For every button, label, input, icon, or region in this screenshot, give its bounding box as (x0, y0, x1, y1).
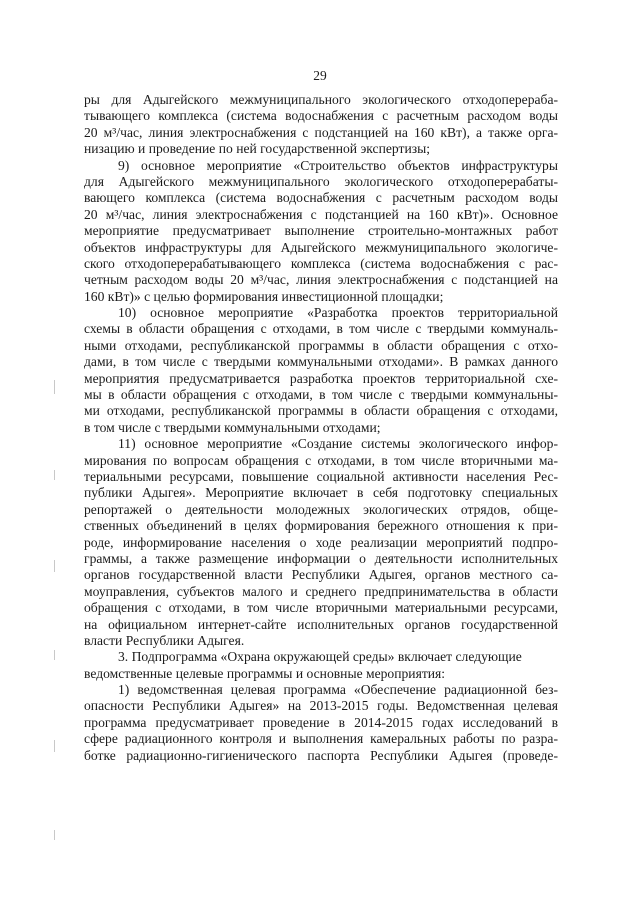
margin-mark (54, 830, 55, 840)
text-line: ственных объединений в целях формирования бережного отношения к при- (84, 518, 558, 534)
text-line: 10) основное мероприятие «Разработка проектов территориальной (118, 305, 558, 321)
text-line: опасности Республики Адыгея» на 2013-2015 годы. Ведомственная целевая (84, 698, 558, 714)
text-line: мероприятия предусматривается разработка проектов территориальной схе- (84, 370, 558, 386)
text-line: граммы, а также размещение информации о деятельности исполнительных (84, 550, 558, 566)
text-line: низацию и проведение по ней государственной экспертизы; (84, 141, 431, 157)
text-line: мероприятие предусматривает выполнение строительно-монтажных работ (84, 223, 558, 239)
text-line: объектов инфраструктуры для Адыгейского межмуниципального экологиче- (84, 239, 558, 255)
text-line: 20 м³/час, линия электроснабжения с подстанцией на 160 кВт), а также орга- (84, 124, 558, 140)
page-number: 29 (313, 68, 327, 83)
text-line: ми отходами, республиканской программы в области обращения с отходами, (84, 403, 558, 419)
text-line: власти Республики Адыгея. (84, 632, 245, 648)
text-line: вающего комплекса (система водоснабжения с расчетным расходом воды (84, 190, 558, 206)
text-line: ботке радиационно-гигиенического паспорта Республики Адыгея (проведе- (84, 747, 558, 763)
text-line: в том числе с твердыми коммунальными отходами; (84, 419, 381, 435)
text-line: 1) ведомственная целевая программа «Обеспечение радиационной без- (118, 682, 558, 698)
text-line: 160 кВт)» с целью формирования инвестиционной площадки; (84, 288, 444, 304)
text-line: 3. Подпрограмма «Охрана окружающей среды» включает следующие (118, 649, 522, 665)
text-line: органов государственной власти Республики Адыгея, органов местного са- (84, 567, 558, 583)
text-line: на официальном интернет-сайте исполнительных органов государственной (84, 616, 558, 632)
text-line: дами, в том числе с твердыми коммунальными отходами». В рамках данного (84, 354, 558, 370)
text-line: ведомственные целевые программы и основные мероприятия: (84, 665, 446, 681)
text-line: обращения с отходами, в том числе вторичными материальными ресурсами, (84, 600, 558, 616)
text-line: четным расходом воды 20 м³/час, линия электроснабжения с подстанцией на (84, 272, 558, 288)
text-line: 20 м³/час, линия электроснабжения с подстанцией на 160 кВт)». Основное (84, 206, 558, 222)
text-line: териальными ресурсами, повышение социальной активности населения Рес- (84, 468, 558, 484)
text-line: роде, информирование населения о ходе реализации мероприятий подпро- (84, 534, 558, 550)
margin-mark (54, 650, 55, 660)
text-line: для Адыгейского межмуниципального экологического отходоперерабаты- (84, 173, 558, 189)
text-line: тывающего комплекса (система водоснабжения с расчетным расходом воды (84, 108, 558, 124)
margin-mark (54, 470, 55, 480)
text-line: ского отходоперерабатывающего комплекса (система водоснабжения с рас- (84, 255, 558, 271)
text-line: 9) основное мероприятие «Строительство объектов инфраструктуры (118, 157, 558, 173)
margin-mark (54, 560, 55, 572)
text-line: схемы в области обращения с отходами, в том числе с твердыми коммуналь- (84, 321, 558, 337)
text-line: ными отходами, республиканской программы в области обращения с отхо- (84, 337, 558, 353)
text-line: 11) основное мероприятие «Создание системы экологического инфор- (118, 436, 558, 452)
document-body (84, 92, 558, 764)
text-line: сфере радиационного контроля и выполнения камеральных работы по разра- (84, 731, 558, 747)
margin-mark (54, 380, 55, 394)
text-line: моуправления, субъектов малого и среднего предпринимательства в области (84, 583, 558, 599)
text-line: программа предусматривает проведение в 2014-2015 годах исследований в (84, 714, 558, 730)
text-line: мы в области обращения с отходами, в том числе с твердыми коммунальны- (84, 387, 558, 403)
margin-mark (54, 740, 55, 752)
text-line: репортажей о деятельности молодежных экологических отрядов, обще- (84, 501, 558, 517)
text-line: мирования по вопросам обращения с отходами, в том числе вторичными ма- (84, 452, 558, 468)
text-line: публики Адыгея». Мероприятие включает в себя подготовку специальных (84, 485, 558, 501)
text-line: ры для Адыгейского межмуниципального экологического отходоперераба- (84, 92, 558, 107)
